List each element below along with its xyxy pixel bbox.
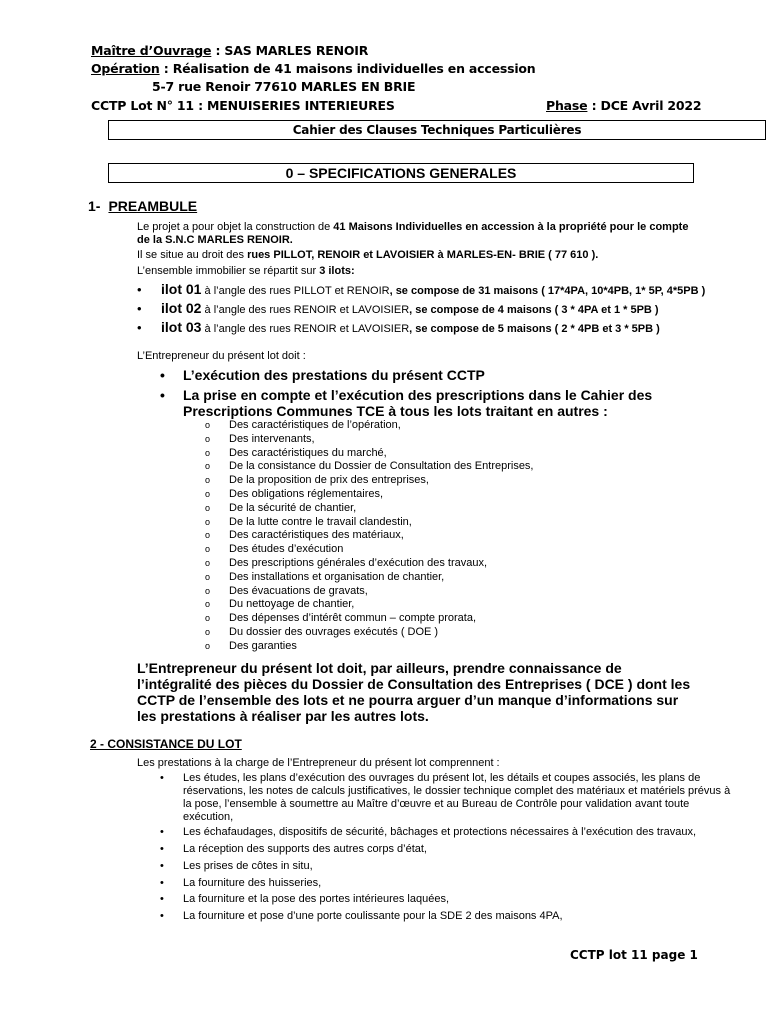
list-item-text: De la lutte contre le travail clandestin, [229,515,412,528]
list-item-text: De la consistance du Dossier de Consultation des Entreprises, [229,460,534,473]
list-item [205,571,534,585]
circle-bullet-icon: o [205,488,211,499]
ilot-where: à l’angle des rues RENOIR et LAVOISIER [201,304,410,316]
circle-bullet-icon: o [205,626,211,637]
phase-value: : DCE Avril 2022 [587,98,702,113]
bullet-icon: • [137,301,142,316]
list-item [205,543,534,557]
list-item [160,843,427,856]
list-item [205,585,534,599]
list-item-text: De la proposition de prix des entreprises, [229,474,429,487]
ilot-where: à l’angle des rues RENOIR et LAVOISIER [201,323,410,335]
bullet-icon: • [160,843,164,855]
big-bullet-2 [160,387,660,419]
list-item [160,877,321,890]
list-item [160,910,563,923]
p1-text: Le projet a pour objet la construction de [137,221,334,233]
preambule-p2 [137,249,598,262]
operation-line [91,61,536,76]
list-item-text: Les prises de côtes in situ, [183,860,313,872]
ilot-comp: , se compose de 31 maisons ( 17*4PA, 10*4PB, 1* 5P, 4*5PB ) [389,285,706,297]
maitre-ouvrage-line [91,43,368,58]
list-item [205,529,534,543]
list-item [205,502,534,516]
ilot-item [137,281,705,297]
preambule-num: 1- [88,198,101,214]
list-item [205,433,534,447]
list-item-text: La fourniture et la pose des portes intérieures laquées, [183,893,449,905]
preambule-heading [88,198,197,214]
list-item-text: Des caractéristiques de l’opération, [229,419,401,431]
op-label: Opération [91,61,160,76]
cahier-title-box: Cahier des Clauses Techniques Particulières [108,120,766,140]
ilot-name: ilot 02 [161,300,202,316]
circle-bullet-icon: o [205,640,211,651]
bullet-icon: • [160,367,165,383]
list-item [205,557,534,571]
list-item [160,893,449,906]
p2-text: Il se situe au droit des [137,249,248,261]
ilot-comp: , se compose de 4 maisons ( 3 * 4PA et 1 * 5PB ) [409,304,659,316]
preambule-title: PREAMBULE [108,198,198,214]
list-item-text: Des garanties [229,639,297,652]
page-footer: CCTP lot 11 page 1 [570,948,698,962]
circle-bullet-icon: o [205,557,211,568]
list-item-text: Des études d’exécution [229,543,344,556]
p2-bold: rues PILLOT, RENOIR et LAVOISIER à MARLES-EN- BRIE ( 77 610 ). [247,249,599,261]
entrepreneur-doit: L’Entrepreneur du présent lot doit : [137,350,306,362]
list-item-text: Des installations et organisation de chantier, [229,570,445,583]
bullet-icon: • [160,826,164,838]
big-bullet-text: La prise en compte et l’exécution des prescriptions dans le Cahier des Prescriptions Communes TCE à tous les lots traitant en autres : [183,387,653,419]
bullet-icon: • [160,893,164,905]
big-bullet-text: L’exécution des prestations du présent CCTP [183,367,485,383]
list-item-text: La réception des supports des autres corps d’état, [183,843,427,855]
list-item [205,612,534,626]
circle-bullet-icon: o [205,516,211,527]
list-item-text: Du dossier des ouvrages exécutés ( DOE ) [229,625,439,638]
bullet-icon: • [160,860,164,872]
ilot-item [137,300,659,316]
list-item-text: La fourniture et pose d’une porte coulissante pour la SDE 2 des maisons 4PA, [183,910,563,922]
list-item-text: Des intervenants, [229,432,315,445]
circle-bullet-icon: o [205,544,211,555]
lot-line: CCTP Lot N° 11 : MENUISERIES INTERIEURES [91,98,395,113]
bullet-icon: • [160,877,164,889]
ilot-name: ilot 01 [161,281,202,297]
list-item [160,772,732,824]
circle-bullet-icon: o [205,502,211,513]
address-line: 5-7 rue Renoir 77610 MARLES EN BRIE [152,79,416,94]
list-item [205,474,534,488]
list-item [205,488,534,502]
p1-bold-2: de la S.N.C MARLES RENOIR. [137,234,293,246]
list-item-text: Des obligations réglementaires, [229,487,384,500]
list-item [205,419,534,433]
circle-bullet-icon: o [205,613,211,624]
circle-bullet-icon: o [205,571,211,582]
circle-bullet-icon: o [205,530,211,541]
list-item-text: Des prescriptions générales d’exécution des travaux, [229,556,488,569]
p3-text: L’ensemble immobilier se répartit sur [137,265,320,277]
closing-paragraph: L’Entrepreneur du présent lot doit, par ailleurs, prendre connaissance de l’intégralité des pièces du Dossier de Consultation des Entreprises ( DCE ) dont les CCTP de l’ensemble des lots et ne pourra arguer d’un manque d’informations sur les prestations à réaliser par les autres lots. [137,660,691,724]
consistance-heading: 2 - CONSISTANCE DU LOT [90,737,242,751]
circle-bullet-icon: o [205,447,211,458]
p3-bold: 3 ilots: [319,265,355,277]
list-item-text: Les échafaudages, dispositifs de sécurité, bâchages et protections nécessaires à l’exécution des travaux, [183,826,697,838]
p1-bold: 41 Maisons Individuelles en accession à la propriété pour le compte [333,221,689,233]
circle-bullet-icon: o [205,599,211,610]
list-item-text: Des dépenses d’intérêt commun – compte prorata, [229,612,477,625]
phase-line [546,98,701,113]
list-item [160,826,760,839]
list-item [205,447,534,461]
list-item-text: De la sécurité de chantier, [229,501,357,514]
list-item-text: Des évacuations de gravats, [229,584,368,597]
preambule-p1 [137,221,688,247]
list-item [205,640,534,654]
phase-label: Phase [546,98,588,113]
circle-bullet-icon: o [205,461,211,472]
preambule-p3 [137,265,355,278]
circle-bullet-icon: o [205,475,211,486]
spec-title-box: 0 – SPECIFICATIONS GENERALES [108,163,694,183]
list-item [205,516,534,530]
consistance-intro: Les prestations à la charge de l’Entrepreneur du présent lot comprennent : [137,757,500,769]
circle-bullet-icon: o [205,433,211,444]
ilot-comp: , se compose de 5 maisons ( 2 * 4PB et 3 * 5PB ) [409,323,660,335]
bullet-icon: • [137,320,142,335]
ilot-name: ilot 03 [161,319,202,335]
bullet-icon: • [137,282,142,297]
mo-value: : SAS MARLES RENOIR [211,43,369,58]
list-item-text: Des caractéristiques des matériaux, [229,529,404,542]
bullet-icon: • [160,387,165,403]
list-item-text: La fourniture des huisseries, [183,877,322,889]
list-item-text: Du nettoyage de chantier, [229,598,355,611]
circle-bullet-icon: o [205,420,211,430]
big-bullet-1 [160,367,485,383]
list-item-text: Les études, les plans d’exécution des ouvrages du présent lot, les détails et coupes associés, les plans de réservations, les notes de calculs justificatives, le dossier technique complet des matériaux et matériels prévus à la pose, l’ensemble à soumettre au Maître d’œuvre et au Bureau de Contrôle pour validation avant toute exécution, [183,772,731,823]
list-item [205,460,534,474]
ilot-where: à l’angle des rues PILLOT et RENOIR [201,285,390,297]
circle-bullet-icon: o [205,585,211,596]
sub-list [205,419,534,654]
bullet-icon: • [160,910,164,922]
ilot-item [137,319,660,335]
list-item [205,626,534,640]
list-item [160,860,313,873]
bullet-icon: • [160,772,164,784]
mo-label: Maître d’Ouvrage [91,43,212,58]
list-item-text: Des caractéristiques du marché, [229,446,387,459]
op-value: : Réalisation de 41 maisons individuelles en accession [159,61,536,76]
list-item [205,598,534,612]
